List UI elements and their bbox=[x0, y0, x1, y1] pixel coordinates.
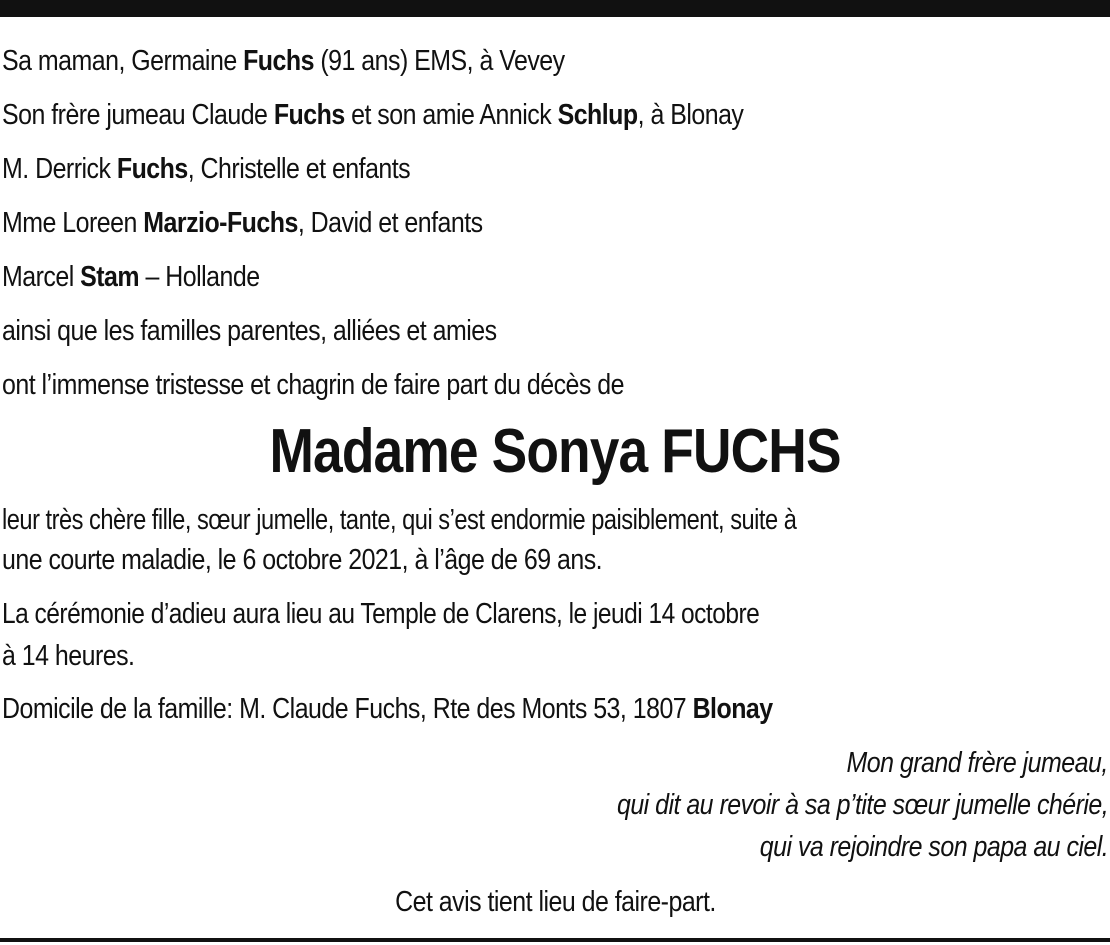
top-border-rule bbox=[0, 0, 1110, 17]
footer-note: Cet avis tient lieu de faire-part. bbox=[394, 886, 716, 918]
quote-line-3: qui va rejoindre son papa au ciel. bbox=[759, 831, 1108, 863]
family-line-loreen: Mme Loreen Marzio-Fuchs, David et enfants bbox=[2, 207, 483, 239]
relatives-line: ainsi que les familles parentes, alliées et amies bbox=[2, 315, 497, 347]
description-line-2: une courte maladie, le 6 octobre 2021, à l’âge de 69 ans. bbox=[2, 544, 603, 576]
family-line-derrick: M. Derrick Fuchs, Christelle et enfants bbox=[2, 153, 411, 185]
ceremony-line-1: La cérémonie d’adieu aura lieu au Temple de Clarens, le jeudi 14 octobre bbox=[2, 598, 760, 630]
announcement-line: ont l’immense tristesse et chagrin de faire part du décès de bbox=[2, 369, 624, 401]
deceased-name: Madame Sonya FUCHS bbox=[269, 417, 841, 486]
family-line-brother: Son frère jumeau Claude Fuchs et son amie Annick Schlup, à Blonay bbox=[2, 99, 744, 131]
ceremony-line-2: à 14 heures. bbox=[2, 640, 135, 672]
domicile-line: Domicile de la famille: M. Claude Fuchs, Rte des Monts 53, 1807 Blonay bbox=[2, 693, 773, 725]
quote-line-1: Mon grand frère jumeau, bbox=[846, 747, 1108, 779]
description-line-1: leur très chère fille, sœur jumelle, tante, qui s’est endormie paisiblement, suite à bbox=[2, 504, 797, 536]
quote-line-2: qui dit au revoir à sa p’tite sœur jumelle chérie, bbox=[616, 789, 1108, 821]
bottom-border-rule bbox=[0, 938, 1110, 942]
family-line-marcel: Marcel Stam – Hollande bbox=[2, 261, 260, 293]
family-line-mother: Sa maman, Germaine Fuchs (91 ans) EMS, à Vevey bbox=[2, 45, 565, 77]
